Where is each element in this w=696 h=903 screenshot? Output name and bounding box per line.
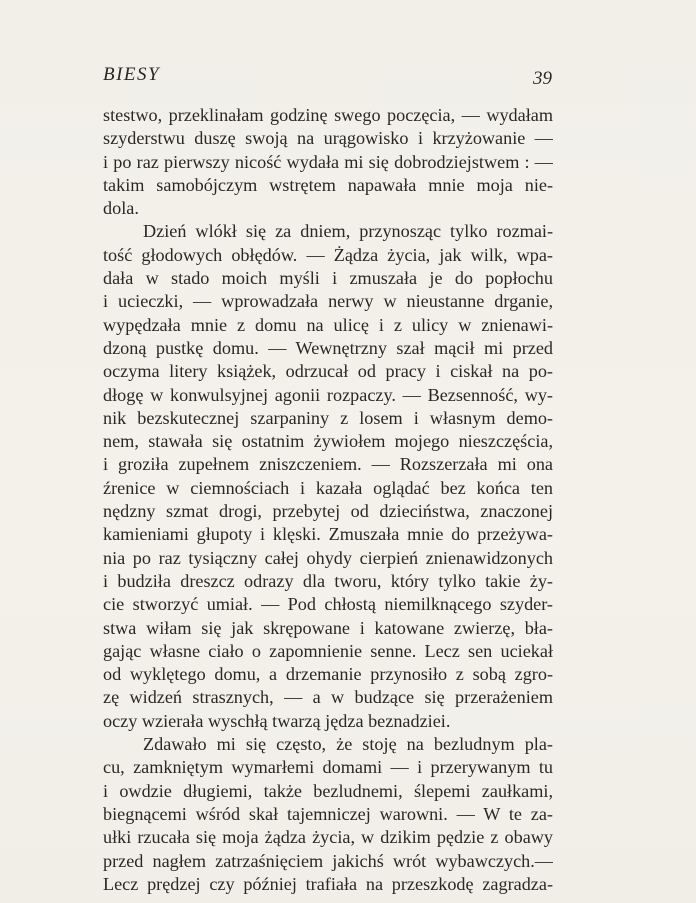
text-line: oczy wzierała wyschłą twarzą jędza beznadziei. (103, 710, 451, 731)
text-line: stwa wiłam się jak skrępowane i katowane zwierzę, bła- (103, 617, 553, 638)
text-line: biegnącemi wśród skał tajemniczej warowni. — W te za- (103, 803, 553, 824)
text-line: i owdzie długiemi, także bezludnemi, ślepemi zaułkami, (103, 780, 553, 801)
text-line: od wyklętego domu, a drzemanie przynosiło z sobą zgro- (103, 664, 553, 685)
text-line: ułki rzucała się moja żądza życia, w dzikim pędzie z obawy (103, 827, 553, 848)
text-line: kamieniami głupoty i klęski. Zmuszała mnie do przeżywa- (103, 524, 553, 545)
text-line: dłogę w konwulsyjnej agonii rozpaczy. — Bezsenność, wy- (103, 384, 553, 405)
text-line: przed nagłem zatrzaśnięciem jakichś wrót wybawczych.— (103, 850, 553, 871)
text-line: i po raz pierwszy nicość wydała mi się dobrodziejstwem : — (103, 151, 553, 172)
text-line: Dzień wlókł się za dniem, przynosząc tylko rozmai- (143, 221, 553, 242)
text-line: tość głodowych obłędów. — Żądza życia, jak wilk, wpa- (103, 244, 553, 265)
text-line: szyderstwu duszę swoją na urągowisko i krzyżowanie — (103, 128, 553, 149)
text-line: dola. (103, 198, 139, 219)
running-title: BIESY (103, 64, 161, 85)
text-line: Zdawało mi się często, że stoję na bezludnym pla- (143, 734, 553, 755)
text-line: nik bezskutecznej szarpaniny z losem i własnym demo- (103, 407, 553, 428)
text-line: wypędzała mnie z domu na ulicę i z ulicy w znienawi- (103, 314, 553, 335)
text-line: Lecz prędzej czy później trafiała na przeszkodę zagradza- (103, 873, 553, 894)
text-line: gając własne ciało o zapomnienie senne. Lecz sen uciekał (103, 640, 553, 661)
text-line: nia po raz tysiączny całej ohydy cierpień znienawidzonych (103, 547, 553, 568)
body-text (103, 104, 553, 896)
text-line: źrenice w ciemnościach i kazała oglądać bez końca ten (103, 477, 553, 498)
text-line: cie stworzyć umiał. — Pod chłostą niemilknącego szyder- (103, 594, 553, 615)
text-line: dzoną pustkę domu. — Wewnętrzny szał mącił mi przed (103, 337, 553, 358)
text-line: zę widzeń strasznych, — a w budzące się przerażeniem (103, 687, 553, 708)
text-line: i budziła dreszcz odrazy dla tworu, który tylko takie ży- (103, 570, 553, 591)
text-line: stestwo, przeklinałam godzinę swego poczęcia, — wydałam (103, 105, 553, 125)
text-line: nędzny szmat drogi, przebytej od dzieciństwa, znaczonej (103, 501, 553, 522)
text-line: oczyma litery książek, odrzucał od pracy i ciskał na po- (103, 361, 553, 382)
text-line: dała w stado moich myśli i zmuszała je do popłochu (103, 268, 553, 289)
text-line: i ucieczki, — wprowadzała nerwy w nieustanne drganie, (103, 291, 553, 312)
page-number: 39 (533, 68, 552, 89)
text-line: cu, zamkniętym wymarłemi domami — i przerywanym tu (103, 757, 553, 778)
text-line: nem, stawała się ostatnim żywiołem mojego nieszczęścia, (103, 431, 553, 452)
text-line: i groziła zupełnem zniszczeniem. — Rozszerzała mi ona (103, 454, 553, 475)
text-line: takim samobójczym wstrętem napawała mnie moja nie- (103, 174, 553, 195)
